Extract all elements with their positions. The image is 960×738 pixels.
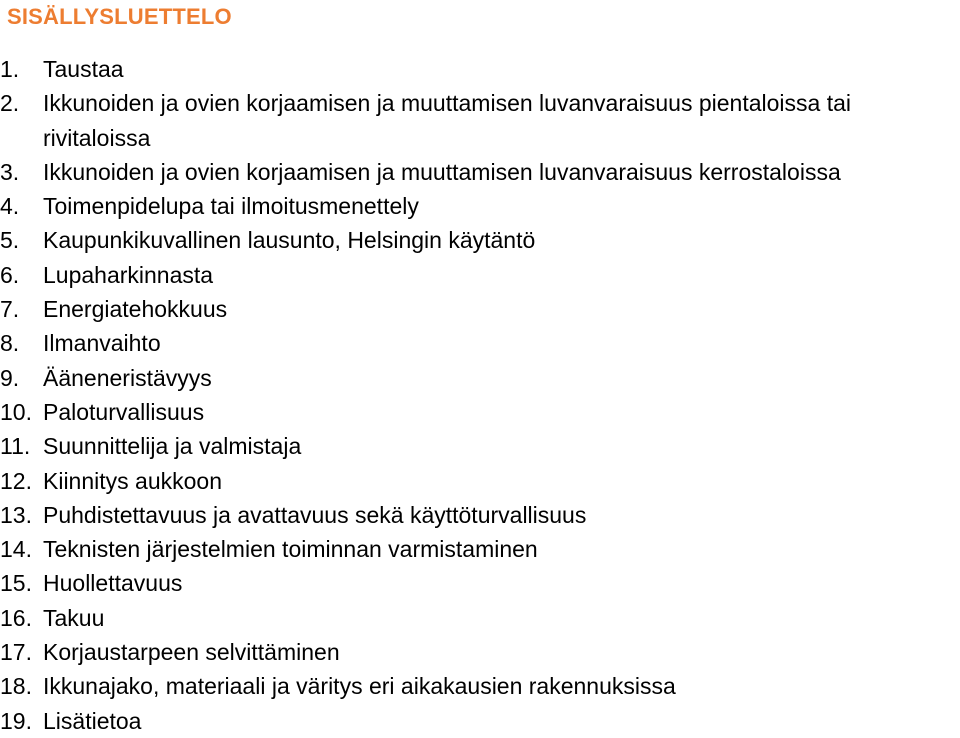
toc-item-6 bbox=[0, 258, 960, 292]
toc-item-text: Kaupunkikuvallinen lausunto, Helsingin käytäntö bbox=[43, 227, 536, 254]
toc-item-text: Suunnittelija ja valmistaja bbox=[43, 433, 302, 460]
toc-item-number: 5. bbox=[0, 227, 20, 254]
toc-item-number: 3. bbox=[0, 158, 20, 185]
toc-item-5 bbox=[0, 223, 960, 257]
toc-item-text: Kiinnitys aukkoon bbox=[43, 467, 222, 494]
toc-item-number: 17. bbox=[0, 639, 32, 666]
toc-item-number: 9. bbox=[0, 364, 20, 391]
toc-item-text: Takuu bbox=[43, 604, 105, 631]
toc-item-8 bbox=[0, 326, 960, 360]
toc-item-18 bbox=[0, 669, 960, 703]
toc-item-text: Ilmanvaihto bbox=[43, 330, 161, 357]
toc-item-number: 13. bbox=[0, 501, 32, 528]
toc-item-text: Ääneneristävyys bbox=[43, 364, 212, 391]
toc-item-number: 12. bbox=[0, 467, 32, 494]
toc-item-number: 6. bbox=[0, 261, 20, 288]
toc-item-number: 4. bbox=[0, 193, 20, 220]
toc-item-text: Paloturvallisuus bbox=[43, 398, 205, 425]
toc-item-text: Korjaustarpeen selvittäminen bbox=[43, 639, 340, 666]
toc-item-number: 10. bbox=[0, 398, 32, 425]
toc-item-11 bbox=[0, 429, 960, 463]
toc-item-15 bbox=[0, 566, 960, 600]
toc-item-text: Huollettavuus bbox=[43, 570, 183, 597]
toc-item-text: Taustaa bbox=[43, 56, 124, 82]
toc-item-number: 1. bbox=[0, 56, 20, 82]
toc-item-text: Toimenpidelupa tai ilmoitusmenettely bbox=[43, 193, 419, 220]
toc-item-number: 16. bbox=[0, 604, 32, 631]
toc-item-19 bbox=[0, 704, 960, 738]
toc-item-number: 14. bbox=[0, 536, 32, 563]
toc-item-7 bbox=[0, 292, 960, 326]
toc-item-12 bbox=[0, 464, 960, 498]
toc-item-text: Puhdistettavuus ja avattavuus sekä käyttöturvallisuus bbox=[43, 501, 587, 528]
toc-item-14 bbox=[0, 532, 960, 566]
toc-item-13 bbox=[0, 498, 960, 532]
toc-item-text: Ikkunajako, materiaali ja väritys eri aikakausien rakennuksissa bbox=[43, 673, 676, 700]
page-title: SISÄLLYSLUETTELO bbox=[7, 4, 232, 29]
toc-item-number: 7. bbox=[0, 296, 20, 323]
toc-item-text: Lisätietoa bbox=[43, 707, 142, 734]
toc-item-1 bbox=[0, 52, 960, 86]
toc-item-17 bbox=[0, 635, 960, 669]
toc-item-number: 8. bbox=[0, 330, 20, 357]
toc-item-number: 18. bbox=[0, 673, 32, 700]
toc-item-text: Teknisten järjestelmien toiminnan varmistaminen bbox=[43, 536, 538, 563]
toc-item-3 bbox=[0, 155, 960, 189]
toc-item-10 bbox=[0, 395, 960, 429]
toc-item-9 bbox=[0, 361, 960, 395]
table-of-contents bbox=[0, 52, 960, 738]
toc-item-text: Ikkunoiden ja ovien korjaamisen ja muuttamisen luvanvaraisuus kerrostaloissa bbox=[43, 158, 841, 185]
toc-item-text: Lupaharkinnasta bbox=[43, 261, 214, 288]
toc-item-16 bbox=[0, 601, 960, 635]
toc-item-text: Ikkunoiden ja ovien korjaamisen ja muuttamisen luvanvaraisuus pientaloissa tai rivitaloissa bbox=[43, 90, 851, 151]
toc-item-number: 19. bbox=[0, 707, 32, 734]
toc-item-2 bbox=[0, 86, 960, 155]
toc-item-number: 11. bbox=[0, 433, 31, 460]
toc-item-text: Energiatehokkuus bbox=[43, 296, 228, 323]
toc-item-number: 2. bbox=[0, 90, 20, 117]
toc-item-4 bbox=[0, 189, 960, 223]
toc-item-number: 15. bbox=[0, 570, 32, 597]
